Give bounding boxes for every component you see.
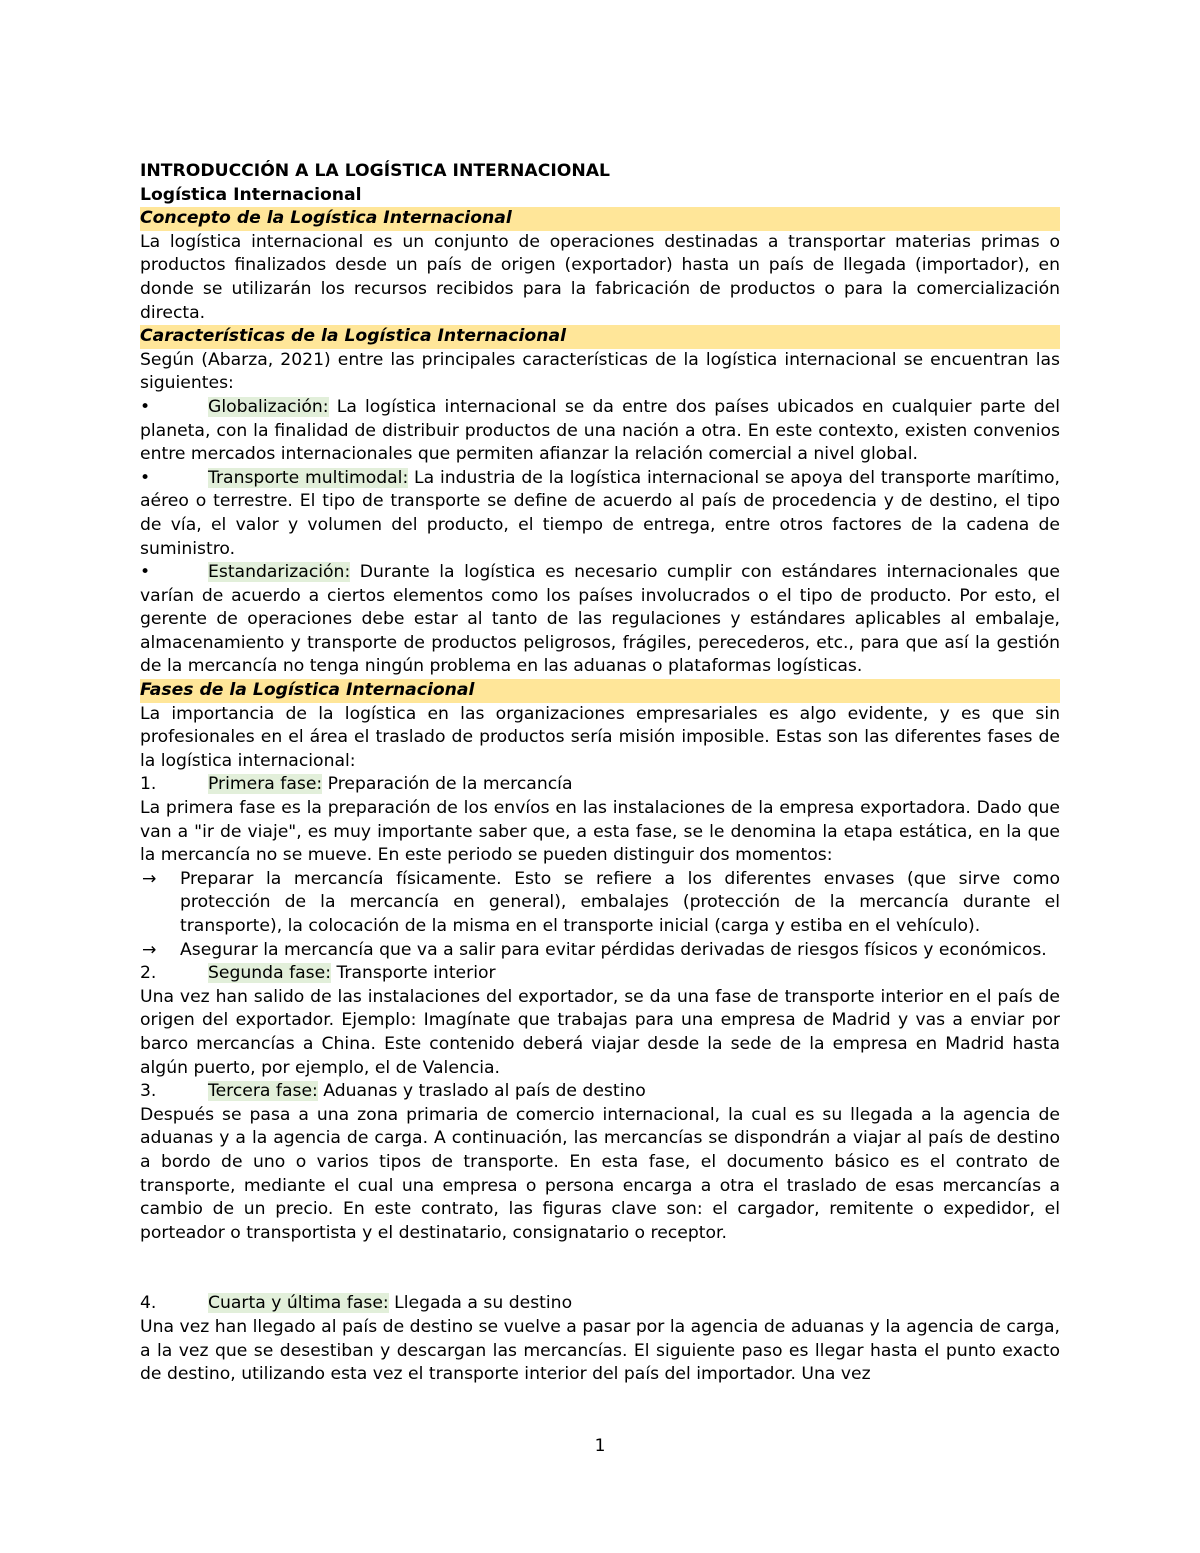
list-item-transporte-multimodal	[140, 467, 1060, 561]
arrow-list-text: Asegurar la mercancía que va a salir para evitar pérdidas derivadas de riesgos físicos y económicos.	[180, 939, 1047, 960]
phase-number: 1.	[140, 774, 157, 795]
list-item-estandarizacion	[140, 561, 1060, 679]
bullet-marker: •	[140, 467, 151, 488]
section-intro-caracteristicas: Según (Abarza, 2021) entre las principales características de la logística internacional se encuentran las siguientes:	[140, 349, 1060, 394]
page-number: 1	[594, 1436, 606, 1456]
phase-text-3: Después se pasa a una zona primaria de comercio internacional, la cual es su llegada a la agencia de aduanas y a la agencia de carga. A continuación, las mercancías se dispondrán a viajar al país de destino a bordo de uno o varios tipos de transporte. En esta fase, el documento básico es el contrato de transporte, mediante el cual una empresa o persona encarga a otra el traslado de esas mercancías a cambio de un precio. En este contrato, las figuras clave son: el cargador, remitente o expedidor, el porteador o transportista y el destinatario, consignatario o receptor.	[140, 1104, 1060, 1243]
term-label: Tercera fase:	[208, 1081, 318, 1102]
document-title: INTRODUCCIÓN A LA LOGÍSTICA INTERNACIONAL	[140, 161, 610, 181]
list-item-text: Durante la logística es necesario cumplir con estándares internacionales que varían de acuerdo a ciertos elementos como los países involucrados o el tipo de producto. Por esto, el gerente de operaciones debe estar al tanto de las regulaciones y estándares aplicables al embalaje, almacenamiento y transporte de productos peligrosos, frágiles, perecederos, etc., para que así la gestión de la mercancía no tenga ningún problema en las aduanas o plataformas logísticas.	[140, 562, 1060, 677]
phase-text-2: Una vez han salido de las instalaciones del exportador, se da una fase de transporte interior en el país de origen del exportador. Ejemplo: Imagínate que trabajas para una empresa de Madrid y vas a enviar por barco mercancías a China. Este contenido deberá viajar desde la sede de la empresa en Madrid hasta algún puerto, por ejemplo, el de Valencia.	[140, 986, 1060, 1078]
phase-heading-1	[140, 773, 1060, 797]
term-label: Cuarta y última fase:	[208, 1293, 389, 1314]
phase-title: Aduanas y traslado al país de destino	[317, 1081, 646, 1102]
list-item-text: La logística internacional se da entre dos países ubicados en cualquier parte del planeta, con la finalidad de distribuir productos de una nación a otra. En este contexto, existen convenios entre mercados internacionales que permiten afianzar la relación comercial a nivel global.	[140, 396, 1060, 465]
phase-title: Preparación de la mercancía	[322, 774, 573, 795]
arrow-right-icon: →	[142, 868, 157, 889]
phase-title: Transporte interior	[331, 963, 496, 984]
list-item-text: La industria de la logística internacional se apoya del transporte marítimo, aéreo o terrestre. El tipo de transporte se define de acuerdo al país de procedencia y de destino, el tipo de vía, el valor y volumen del producto, el tiempo de entrega, entre otros factores de la cadena de suministro.	[140, 467, 1060, 559]
term-label: Globalización:	[208, 396, 329, 417]
phase-text-1: La primera fase es la preparación de los envíos en las instalaciones de la empresa exportadora. Dado que van a "ir de viaje", es muy importante saber que, a esta fase, se le denomina la etapa estática, en la que la mercancía no se mueve. En este periodo se pueden distinguir dos momentos:	[140, 798, 1060, 866]
term-label: Estandarización:	[208, 562, 351, 583]
bullet-marker: •	[140, 396, 151, 417]
blank-space	[140, 1245, 1060, 1292]
arrow-list-text: Preparar la mercancía físicamente. Esto se refiere a los diferentes envases (que sirve como protección de la mercancía en general), embalajes (protección de la mercancía durante el transporte), la colocación de la misma en el transporte inicial (carga y estiba en el vehículo).	[180, 868, 1060, 936]
phase-number: 2.	[140, 963, 157, 984]
phase-title: Llegada a su destino	[388, 1293, 573, 1314]
phase-heading-3	[140, 1080, 1060, 1104]
list-item-globalizacion	[140, 396, 1060, 467]
term-label: Transporte multimodal:	[208, 467, 409, 488]
section-heading-caracteristicas: Características de la Logística Internacional	[140, 325, 1060, 349]
arrow-list-item	[140, 939, 1060, 963]
phase-number: 4.	[140, 1293, 157, 1314]
term-label: Segunda fase:	[208, 963, 331, 984]
document-body	[140, 160, 1060, 1387]
phase-heading-2	[140, 962, 1060, 986]
section-intro-fases: La importancia de la logística en las organizaciones empresariales es algo evidente, y es que sin profesionales en el área el traslado de productos sería misión imposible. Estas son las diferentes fases de la logística internacional:	[140, 703, 1060, 771]
section-text-concepto: La logística internacional es un conjunto de operaciones destinadas a transportar materias primas o productos finalizados desde un país de origen (exportador) hasta un país de llegada (importador), en donde se utilizarán los recursos recibidos para la fabricación de productos o para la comercialización directa.	[140, 231, 1060, 323]
arrow-list-item	[140, 868, 1060, 939]
bullet-marker: •	[140, 562, 151, 583]
phase-text-4: Una vez han llegado al país de destino se vuelve a pasar por la agencia de aduanas y la agencia de carga, a la vez que se desestiban y descargan las mercancías. El siguiente paso es llegar hasta el punto exacto de destino, utilizando esta vez el transporte interior del país del importador. Una vez	[140, 1316, 1060, 1385]
section-heading-fases: Fases de la Logística Internacional	[140, 679, 1060, 703]
phase-heading-4	[140, 1292, 1060, 1316]
phase-number: 3.	[140, 1081, 157, 1102]
arrow-right-icon: →	[142, 939, 157, 960]
section-heading-concepto: Concepto de la Logística Internacional	[140, 207, 1060, 231]
document-subtitle: Logística Internacional	[140, 184, 362, 205]
term-label: Primera fase:	[208, 774, 323, 795]
